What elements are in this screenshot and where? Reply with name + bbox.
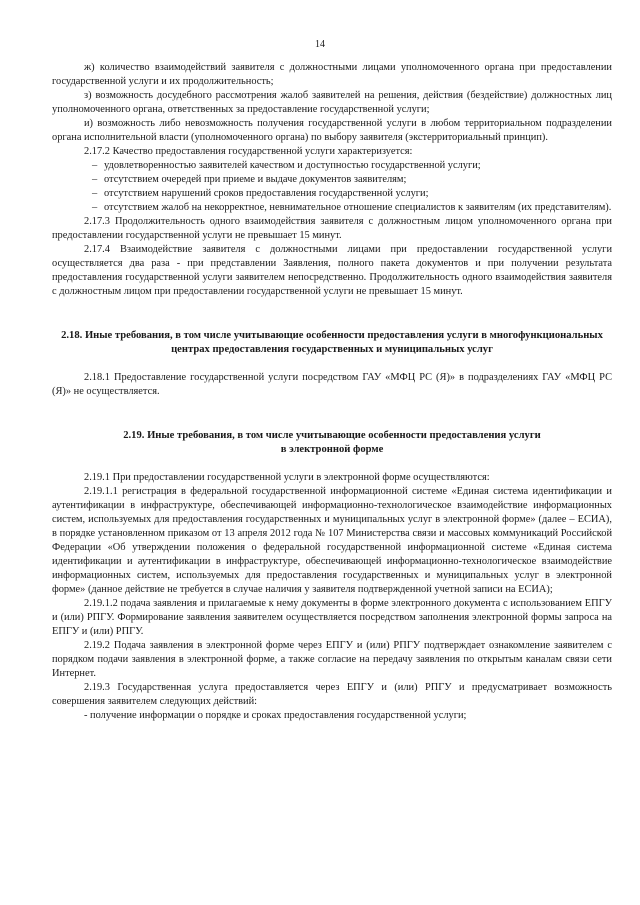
list-item: [52, 159, 612, 173]
section-heading-2-18: 2.18. Иные требования, в том числе учитывающие особенности предоставления услуги в многофункциональных центрах предоставления государственных и муниципальных услуг: [61, 330, 603, 355]
list-item-text: отсутствием нарушений сроков предоставления государственной услуги;: [104, 188, 429, 199]
paragraph-2-19-2: 2.19.2 Подача заявления в электронной форме через ЕПГУ и (или) РПГУ подтверждает ознакомление заявителем с порядком подачи заявления в электронной форме, а также согласие на передачу заявления по открытым каналам связи сети Интернет.: [52, 640, 612, 679]
dash-marker: –: [92, 188, 98, 199]
paragraph-2-19-1-2: 2.19.1.2 подача заявления и прилагаемые к нему документы в форме электронного документа с использованием ЕПГУ и (или) РПГУ. Формирование заявления заявителем осуществляется посредством заполнения электронной формы запроса на ЕПГУ и (или) РПГУ.: [52, 598, 612, 637]
paragraph-2-19-3: 2.19.3 Государственная услуга предоставляется через ЕПГУ и (или) РПГУ и предусматривает возможность совершения заявителем следующих действий:: [52, 682, 612, 707]
list-item: [52, 187, 612, 201]
paragraph-2-19-1: 2.19.1 При предоставлении государственной услуги в электронной форме осуществляются:: [84, 472, 490, 483]
dash-marker: –: [92, 202, 98, 213]
list-item: [52, 201, 612, 215]
page-number: 14: [315, 39, 325, 50]
paragraph-list-item: - получение информации о порядке и сроках предоставления государственной услуги;: [84, 710, 467, 721]
paragraph-zh: ж) количество взаимодействий заявителя с должностными лицами уполномоченного органа при предоставлении государственной услуги и их продолжительность;: [52, 62, 612, 87]
dash-marker: –: [92, 160, 98, 171]
page-body: [52, 61, 612, 723]
section-heading-2-19: [52, 429, 612, 457]
list-item: [52, 173, 612, 187]
heading-line: 2.19. Иные требования, в том числе учитывающие особенности предоставления услуги: [123, 430, 541, 441]
paragraph-z: з) возможность досудебного рассмотрения жалоб заявителей на решения, действия (бездействие) должностных лиц уполномоченного органа, ответственных за предоставление государственной услуги;: [52, 90, 612, 115]
paragraph-2-17-4: 2.17.4 Взаимодействие заявителя с должностными лицами при предоставлении государственной услуги осуществляется два раза - при представлении Заявления, полного пакета документов и при получении результата предоставления государственной услуги заявителем непосредственно. Продолжительность одного взаимодействия заявителя с должностным лицом при предоставлении государственной услуги не превышает 15 минут.: [52, 244, 612, 297]
paragraph-i: и) возможность либо невозможность получения государственной услуги в любом территориальном подразделении органа исполнительной власти (уполномоченного органа) по выбору заявителя (экстерриториальный принцип).: [52, 118, 612, 143]
heading-line: в электронной форме: [280, 444, 384, 455]
paragraph-2-18-1: 2.18.1 Предоставление государственной услуги посредством ГАУ «МФЦ РС (Я)» в подразделениях ГАУ «МФЦ РС (Я)» не осуществляется.: [52, 372, 612, 397]
list-item-text: отсутствием жалоб на некорректное, невнимательное отношение специалистов к заявителям (их представителям).: [104, 202, 612, 213]
paragraph-2-17-2: 2.17.2 Качество предоставления государственной услуги характеризуется:: [84, 146, 413, 157]
paragraph-2-17-3: 2.17.3 Продолжительность одного взаимодействия заявителя с должностным лицом уполномоченного органа при предоставлении государственной услуги не превышает 15 минут.: [52, 216, 612, 241]
paragraph-2-19-1-1: 2.19.1.1 регистрация в федеральной государственной информационной системе «Единая система идентификации и аутентификации в инфраструктуре, обеспечивающей информационно-технологическое взаимодействие информационных систем, используемых для предоставления государственных и муниципальных услуг в электронной форме» (далее – ЕСИА), в порядке установленном приказом от 13 апреля 2012 года № 107 Министерства связи и массовых коммуникаций Российской Федерации «Об утверждении положения о федеральной государственной информационной системе «Единая система идентификации и аутентификации в инфраструктуре, обеспечивающей информационно-технологическое взаимодействие информационных систем, используемых для предоставления государственных и муниципальных услуг в электронной форме» (данное действие не требуется в случае наличия у заявителя подтвержденной учетной записи на ЕСИА);: [52, 486, 612, 595]
list-item-text: отсутствием очередей при приеме и выдаче документов заявителям;: [104, 174, 407, 185]
dash-marker: –: [92, 174, 98, 185]
list-item-text: удовлетворенностью заявителей качеством и доступностью государственной услуги;: [104, 160, 481, 171]
